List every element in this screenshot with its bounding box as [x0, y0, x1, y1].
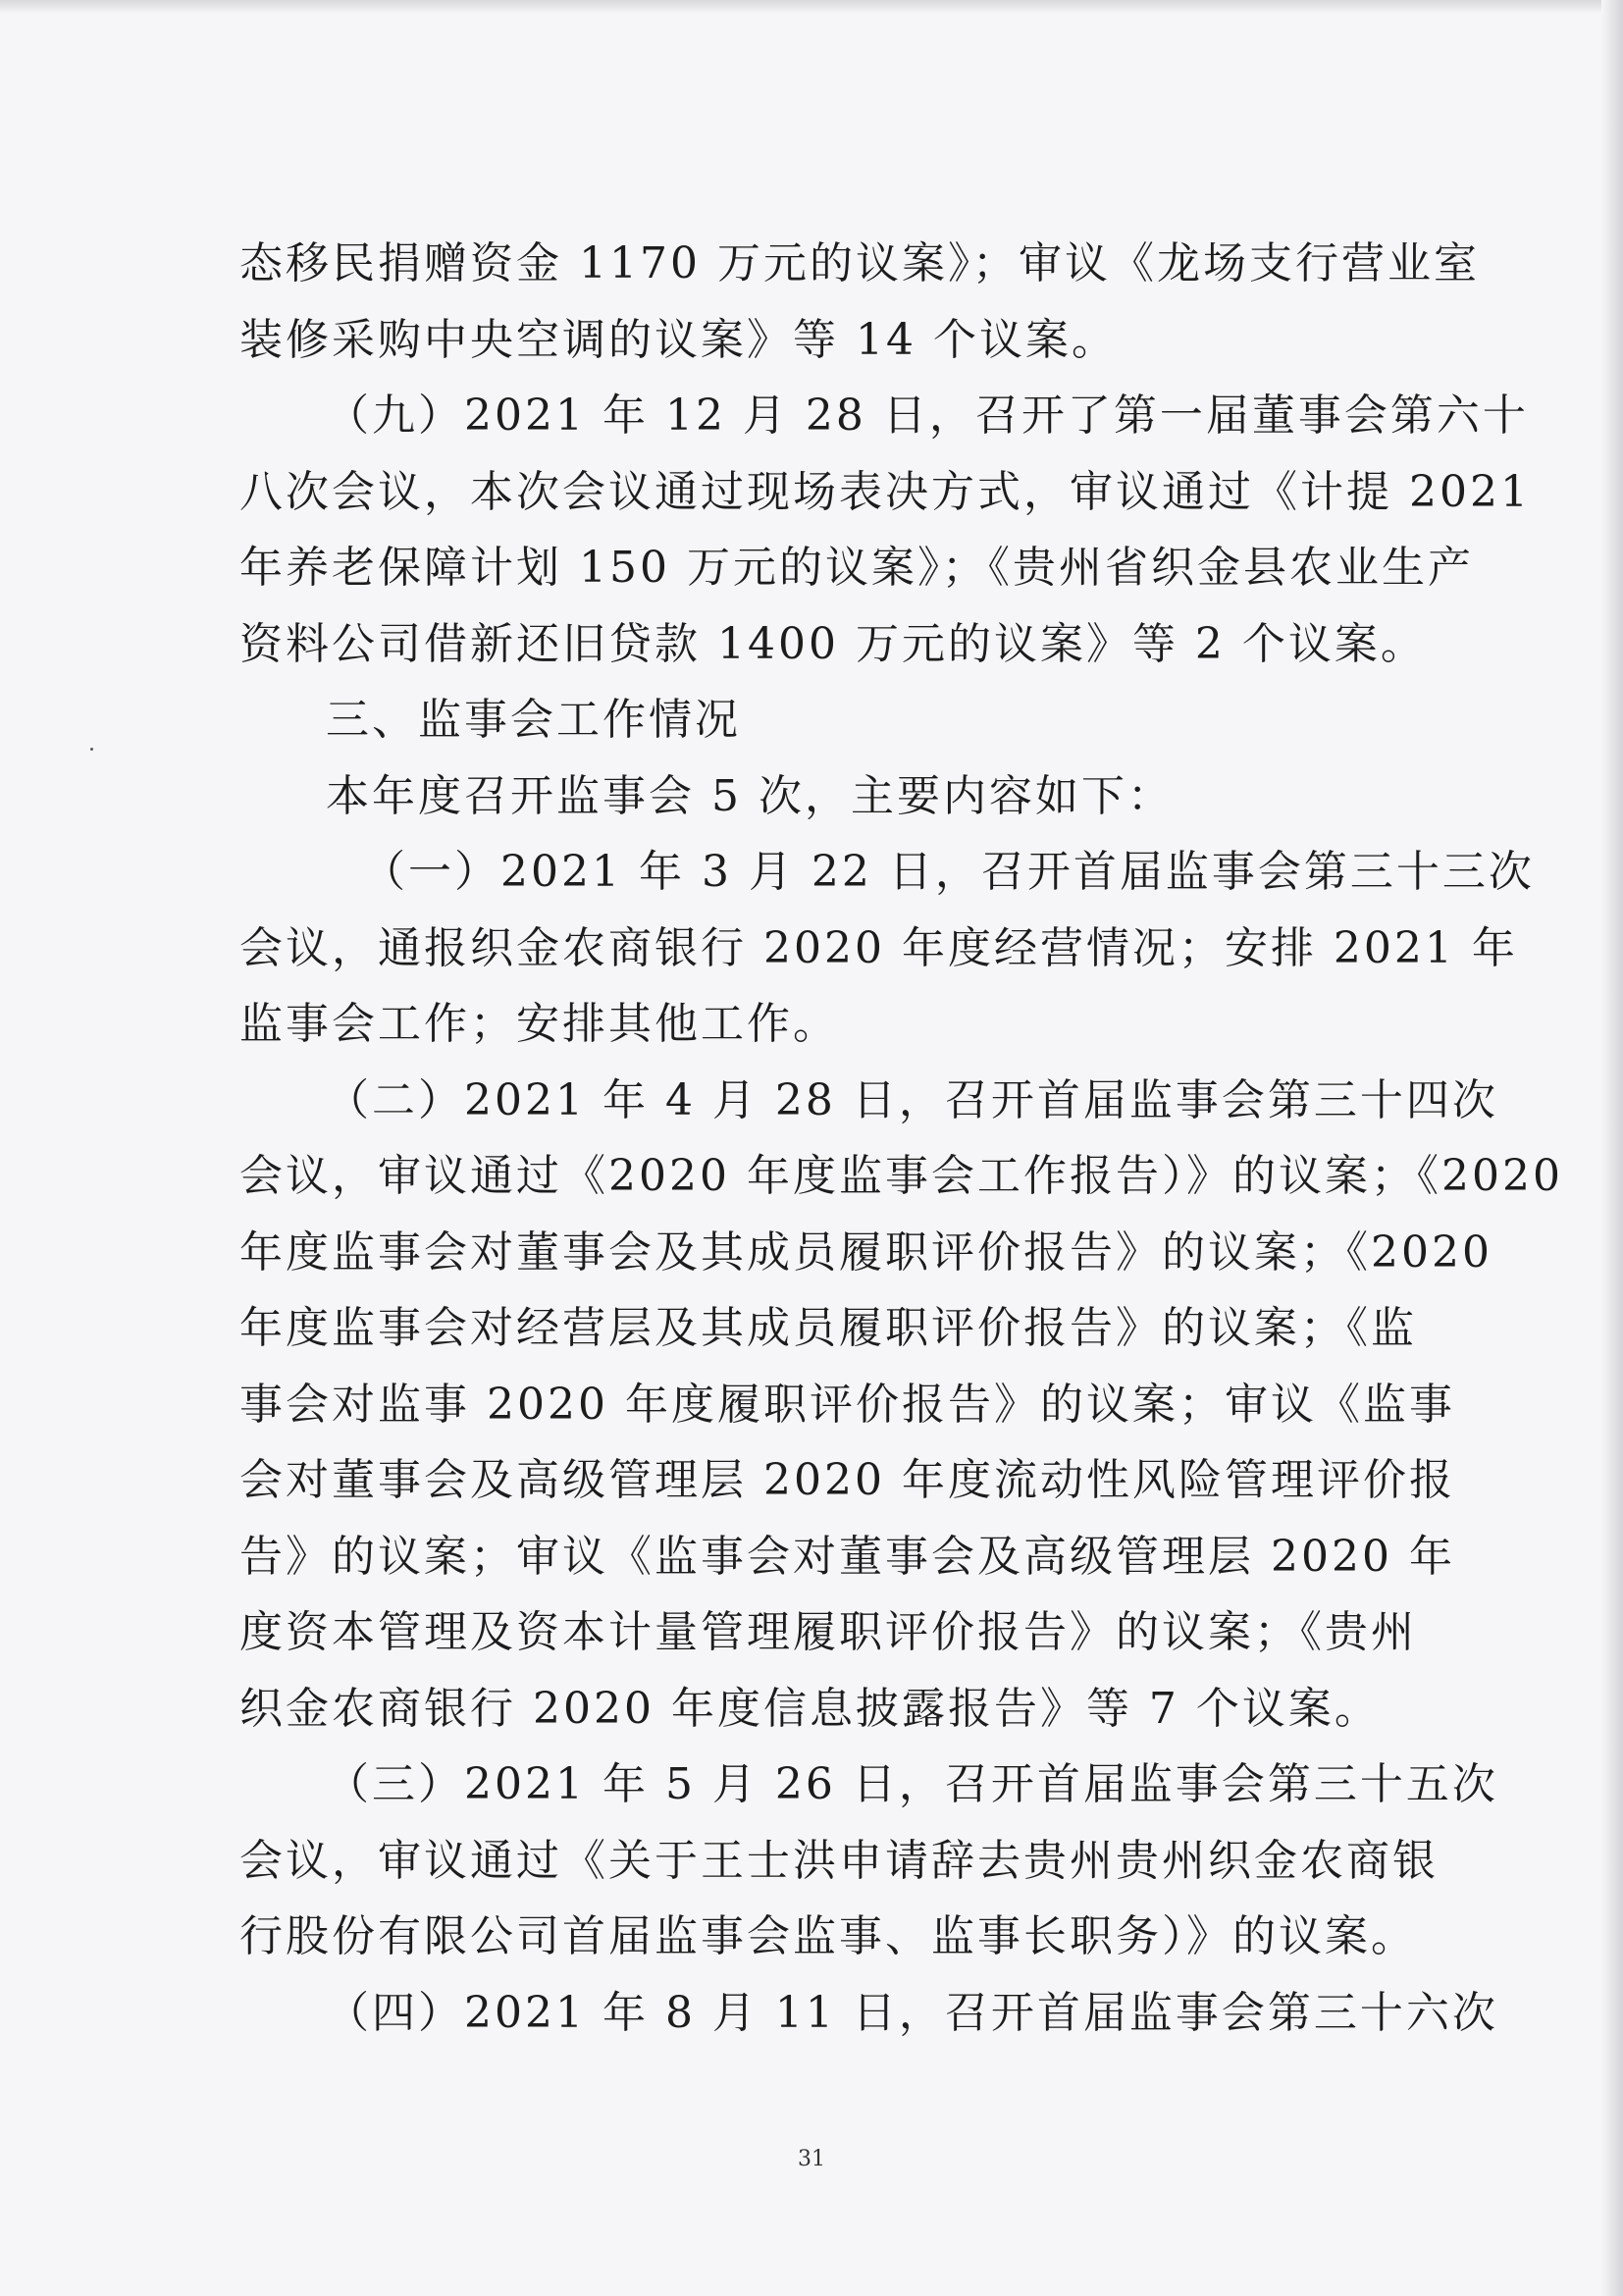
scan-edge-right [1601, 0, 1623, 2296]
text-line: 行股份有限公司首届监事会监事、监事长职务）》的议案。 [239, 1911, 1417, 1961]
text-line: 会议，通报织金农商银行 2020 年度经营情况；安排 2021 年 [239, 922, 1518, 973]
text-line: （九）2021 年 12 月 28 日，召开了第一届董事会第六十 [326, 391, 1529, 441]
text-line: （二）2021 年 4 月 28 日，召开首届监事会第三十四次 [326, 1074, 1498, 1125]
text-line: 年度监事会对董事会及其成员履职评价报告》的议案；《2020 [239, 1226, 1492, 1278]
body-text [239, 226, 1563, 2051]
text-line: 八次会议，本次会议通过现场表决方式，审议通过《计提 2021 [239, 466, 1531, 517]
text-line: 会议，审议通过《关于王士洪申请辞去贵州贵州织金农商银 [239, 1835, 1439, 1886]
text-line: 资料公司借新还旧贷款 1400 万元的议案》等 2 个议案。 [239, 618, 1427, 669]
text-line: （四）2021 年 8 月 11 日，召开首届监事会第三十六次 [326, 1987, 1498, 2038]
scan-edge-top [0, 0, 1623, 14]
text-line: 告》的议案；审议《监事会对董事会及高级管理层 2020 年 [239, 1531, 1455, 1582]
text-line: 会对董事会及高级管理层 2020 年度流动性风险管理评价报 [239, 1455, 1455, 1505]
text-line: 年养老保障计划 150 万元的议案》；《贵州省织金县农业生产 [239, 543, 1474, 593]
text-line: 织金农商银行 2020 年度信息披露报告》等 7 个议案。 [239, 1683, 1381, 1734]
text-line: 度资本管理及资本计量管理履职评价报告》的议案；《贵州 [239, 1607, 1417, 1657]
section-heading: 三、监事会工作情况 [326, 695, 741, 745]
text-line: 本年度召开监事会 5 次，主要内容如下： [326, 770, 1174, 821]
text-line: 会议，审议通过《2020 年度监事会工作报告）》的议案；《2020 [239, 1151, 1563, 1201]
page-number: 31 [798, 2147, 825, 2171]
text-line: 事会对监事 2020 年度履职评价报告》的议案；审议《监事 [239, 1379, 1455, 1430]
text-line: 装修采购中央空调的议案》等 14 个议案。 [239, 314, 1118, 365]
text-line: 监事会工作；安排其他工作。 [239, 999, 839, 1049]
text-line: 年度监事会对经营层及其成员履职评价报告》的议案；《监 [239, 1303, 1417, 1353]
scan-speck [90, 748, 93, 751]
text-line: （一）2021 年 3 月 22 日，召开首届监事会第三十三次 [362, 847, 1535, 897]
text-line: 态移民捐赠资金 1170 万元的议案》；审议《龙场支行营业室 [239, 238, 1480, 288]
text-line: （三）2021 年 5 月 26 日，召开首届监事会第三十五次 [326, 1759, 1498, 1809]
